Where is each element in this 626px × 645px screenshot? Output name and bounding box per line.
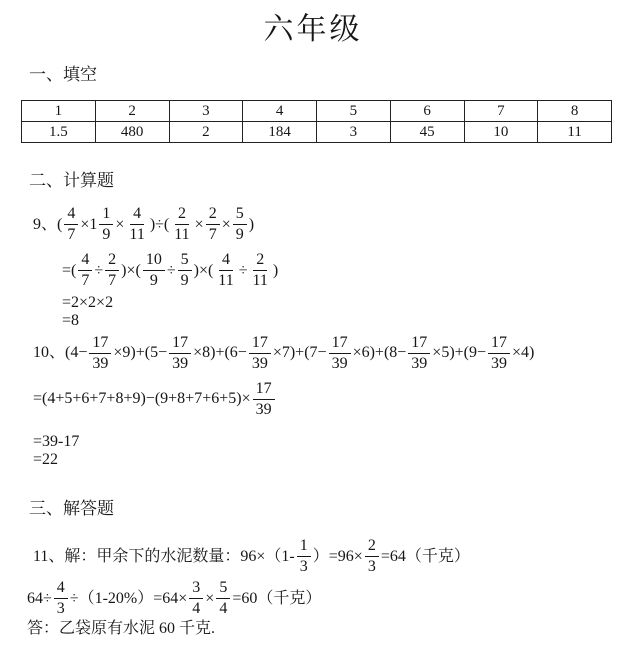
table-answer-cell: 2 (169, 122, 243, 143)
fraction-denominator: 9 (149, 272, 158, 290)
math-text: 64÷ (27, 589, 52, 607)
fraction-denominator: 39 (172, 355, 189, 373)
fraction (216, 579, 230, 618)
math-text: ÷ (166, 261, 176, 279)
fraction (233, 205, 247, 244)
table-answer-cell: 10 (464, 122, 538, 143)
fraction-numerator: 4 (78, 251, 92, 271)
table-header-cell: 7 (464, 101, 538, 122)
math-text: ÷ (238, 261, 248, 279)
fraction (143, 251, 165, 290)
fraction-denominator: 7 (67, 226, 76, 244)
fraction-numerator: 17 (488, 334, 510, 354)
math-text: × (194, 215, 204, 233)
fraction-denominator: 3 (299, 558, 308, 576)
math-text: ×9)+(5− (113, 344, 168, 362)
fraction-denominator: 39 (251, 355, 268, 373)
fraction-denominator: 3 (367, 558, 376, 576)
math-text: =8 (62, 312, 80, 330)
math-text: 10、(4− (33, 344, 88, 362)
math-text: × (205, 589, 215, 607)
math-text: ) (248, 215, 255, 233)
math-text: 9、( (33, 215, 63, 233)
math-text: =(4+5+6+7+8+9)−(9+8+7+6+5)× (33, 390, 251, 408)
fraction-denominator: 9 (102, 226, 111, 244)
table-header-cell: 5 (317, 101, 391, 122)
math-text: =22 (33, 450, 59, 468)
math-text: )×( (193, 261, 214, 279)
math-text: =39-17 (33, 432, 80, 450)
fraction-numerator: 5 (178, 251, 192, 271)
fraction-numerator: 5 (233, 205, 247, 225)
math-text: )×( (121, 261, 141, 279)
problem-9-answer (62, 312, 614, 330)
table-header-cell: 4 (243, 101, 317, 122)
fraction-numerator: 4 (54, 579, 68, 599)
fraction-numerator: 5 (216, 579, 230, 599)
table-header-row (22, 101, 612, 122)
fraction-denominator: 9 (235, 226, 244, 244)
problem-9 (21, 202, 614, 331)
table-answer-cell: 184 (243, 122, 317, 143)
fraction-numerator: 1 (297, 537, 311, 557)
problem-10-answer (33, 451, 614, 469)
fraction-denominator: 11 (252, 272, 268, 290)
table-answer-cell: 45 (390, 122, 464, 143)
fraction (329, 334, 351, 373)
fraction (253, 380, 275, 419)
fraction-denominator: 11 (218, 272, 234, 290)
table-answer-cell: 11 (538, 122, 612, 143)
fraction (171, 205, 192, 244)
fraction-denominator: 39 (331, 355, 348, 373)
fraction-numerator: 3 (189, 579, 203, 599)
table-header-cell: 1 (22, 101, 96, 122)
fraction-numerator: 17 (249, 334, 271, 354)
fraction-denominator: 11 (129, 226, 145, 244)
fraction-numerator: 2 (105, 251, 119, 271)
math-text: 答：乙袋原有水泥 60 千克. (27, 619, 216, 637)
fraction (64, 205, 78, 244)
fraction-denominator: 39 (92, 355, 109, 373)
fraction-denominator: 7 (108, 272, 117, 290)
fill-in-answers-table (21, 100, 612, 143)
math-text: ×5)+(9− (432, 344, 487, 362)
math-text: )÷( (149, 215, 170, 233)
math-text: =2×2×2 (62, 293, 114, 311)
fraction-denominator: 11 (174, 226, 190, 244)
fraction-numerator: 17 (329, 334, 351, 354)
fraction (99, 205, 113, 244)
problem-11-solution-line-2 (27, 578, 614, 620)
fraction-numerator: 4 (64, 205, 78, 225)
math-text: ×4) (512, 344, 535, 362)
fraction-numerator: 17 (169, 334, 191, 354)
fraction-numerator: 4 (130, 205, 144, 225)
fraction-denominator: 3 (56, 600, 65, 618)
fraction-denominator: 4 (192, 600, 201, 618)
math-text: ×6)+(8− (352, 344, 407, 362)
fraction-numerator: 17 (89, 334, 111, 354)
table-answer-cell: 3 (317, 122, 391, 143)
section-heading-fill-blanks: 一、填空 (29, 65, 97, 84)
fraction (169, 334, 191, 373)
fraction (206, 205, 220, 244)
fraction (297, 537, 311, 576)
math-text: ）=96× (312, 547, 363, 565)
fraction-denominator: 39 (255, 401, 272, 419)
fraction-numerator: 17 (253, 380, 275, 400)
problem-11-solution-line-1 (33, 536, 614, 578)
fraction-numerator: 2 (365, 537, 379, 557)
fraction (54, 579, 68, 618)
table-answer-cell: 1.5 (22, 122, 96, 143)
table-answer-cell: 480 (95, 122, 169, 143)
section-heading-word-problems: 三、解答题 (29, 499, 114, 519)
fraction (365, 537, 379, 576)
fraction-numerator: 1 (99, 205, 113, 225)
problem-10 (21, 331, 614, 470)
math-text: ×7)+(7− (272, 344, 327, 362)
math-text: =( (62, 261, 77, 279)
math-text: =64（千克） (380, 547, 470, 565)
math-text: × (115, 215, 125, 233)
table-header-cell: 3 (169, 101, 243, 122)
fraction-denominator: 9 (180, 272, 189, 290)
fraction (215, 251, 236, 290)
fraction (126, 205, 147, 244)
fraction (89, 334, 111, 373)
fraction-denominator: 4 (219, 600, 228, 618)
fraction-numerator: 2 (253, 251, 267, 271)
math-text: ) (272, 261, 279, 279)
page-title: 六年级 (263, 13, 363, 46)
problem-10-step-2 (33, 433, 614, 451)
math-text: ×8)+(6− (193, 344, 247, 362)
math-text: ÷ (94, 261, 104, 279)
table-header-cell: 2 (95, 101, 169, 122)
fraction (249, 251, 270, 290)
problem-11-final-answer (27, 620, 614, 638)
fraction (78, 251, 92, 290)
table-header-cell: 6 (390, 101, 464, 122)
fraction (189, 579, 203, 618)
math-text: 11、解：甲余下的水泥数量：96×（1- (33, 547, 295, 565)
math-text: =60（千克） (232, 589, 322, 607)
problem-11 (21, 536, 614, 638)
math-text: ×1 (80, 215, 98, 233)
section-heading-calculation: 二、计算题 (29, 171, 114, 191)
table-answer-row (22, 122, 612, 143)
fraction (249, 334, 271, 373)
fraction-numerator: 2 (206, 205, 220, 225)
fraction-denominator: 39 (491, 355, 508, 373)
fraction (178, 251, 192, 290)
table-header-cell: 8 (538, 101, 612, 122)
fraction-denominator: 7 (208, 226, 217, 244)
problem-10-step-1 (33, 377, 614, 423)
math-text: × (221, 215, 231, 233)
fraction (408, 334, 430, 373)
problem-10-expression (33, 331, 614, 377)
problem-9-expression (33, 202, 614, 248)
fraction-denominator: 7 (81, 272, 90, 290)
fraction-numerator: 4 (219, 251, 233, 271)
fraction-numerator: 10 (143, 251, 165, 271)
problem-9-step-1 (62, 248, 614, 294)
fraction-denominator: 39 (411, 355, 428, 373)
fraction (488, 334, 510, 373)
fraction (105, 251, 119, 290)
problem-9-step-2 (62, 294, 614, 312)
fraction-numerator: 2 (175, 205, 189, 225)
fraction-numerator: 17 (408, 334, 430, 354)
math-text: ÷（1-20%）=64× (69, 589, 188, 607)
